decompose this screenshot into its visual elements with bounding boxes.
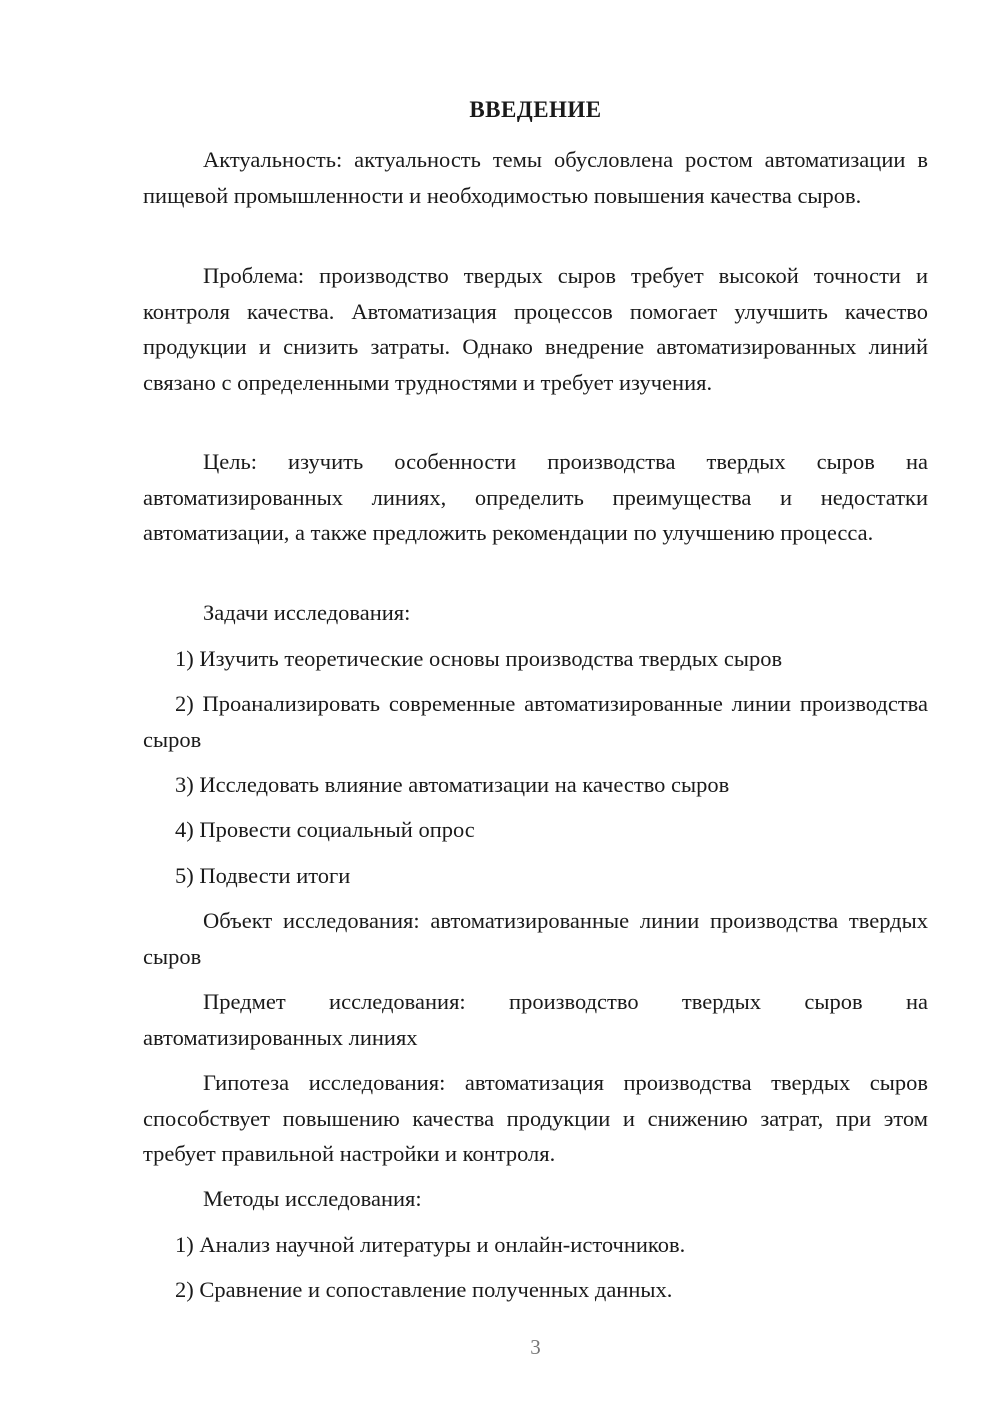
page-title: ВВЕДЕНИЕ: [469, 97, 602, 122]
task-item-3: 3) Исследовать влияние автоматизации на качество сыров: [175, 772, 730, 797]
paragraph-object: Объект исследования: автоматизированные линии производства твердых сыров: [143, 908, 928, 969]
paragraph-problem: Проблема: производство твердых сыров требует высокой точности и контроля качества. Автоматизация процессов помогает улучшить качество продукции и снизить затраты. Однако внедрение автоматизированных линий связано с определенными трудностями и требует изучения.: [143, 263, 928, 395]
paragraph-relevance: Актуальность: актуальность темы обусловлена ростом автоматизации в пищевой промышленности и необходимостью повышения качества сыров.: [143, 147, 928, 208]
task-item-4: 4) Провести социальный опрос: [175, 817, 475, 842]
methods-title: Методы исследования:: [203, 1186, 422, 1211]
paragraph-hypothesis: Гипотеза исследования: автоматизация производства твердых сыров способствует повышению качества продукции и снижению затрат, при этом требует правильной настройки и контроля.: [143, 1070, 928, 1166]
task-item-5: 5) Подвести итоги: [175, 863, 351, 888]
page-number: 3: [530, 1335, 541, 1359]
method-item-1: 1) Анализ научной литературы и онлайн-источников.: [175, 1232, 686, 1257]
paragraph-subject: Предмет исследования: производство твердых сыров на автоматизированных линиях: [143, 989, 928, 1050]
method-item-2: 2) Сравнение и сопоставление полученных данных.: [175, 1277, 673, 1302]
tasks-title: Задачи исследования:: [203, 600, 411, 625]
paragraph-goal: Цель: изучить особенности производства твердых сыров на автоматизированных линиях, определить преимущества и недостатки автоматизации, а также предложить рекомендации по улучшению процесса.: [143, 449, 928, 545]
task-item-2: 2) Проанализировать современные автоматизированные линии производства сыров: [143, 691, 928, 752]
task-item-1: 1) Изучить теоретические основы производства твердых сыров: [175, 646, 783, 671]
